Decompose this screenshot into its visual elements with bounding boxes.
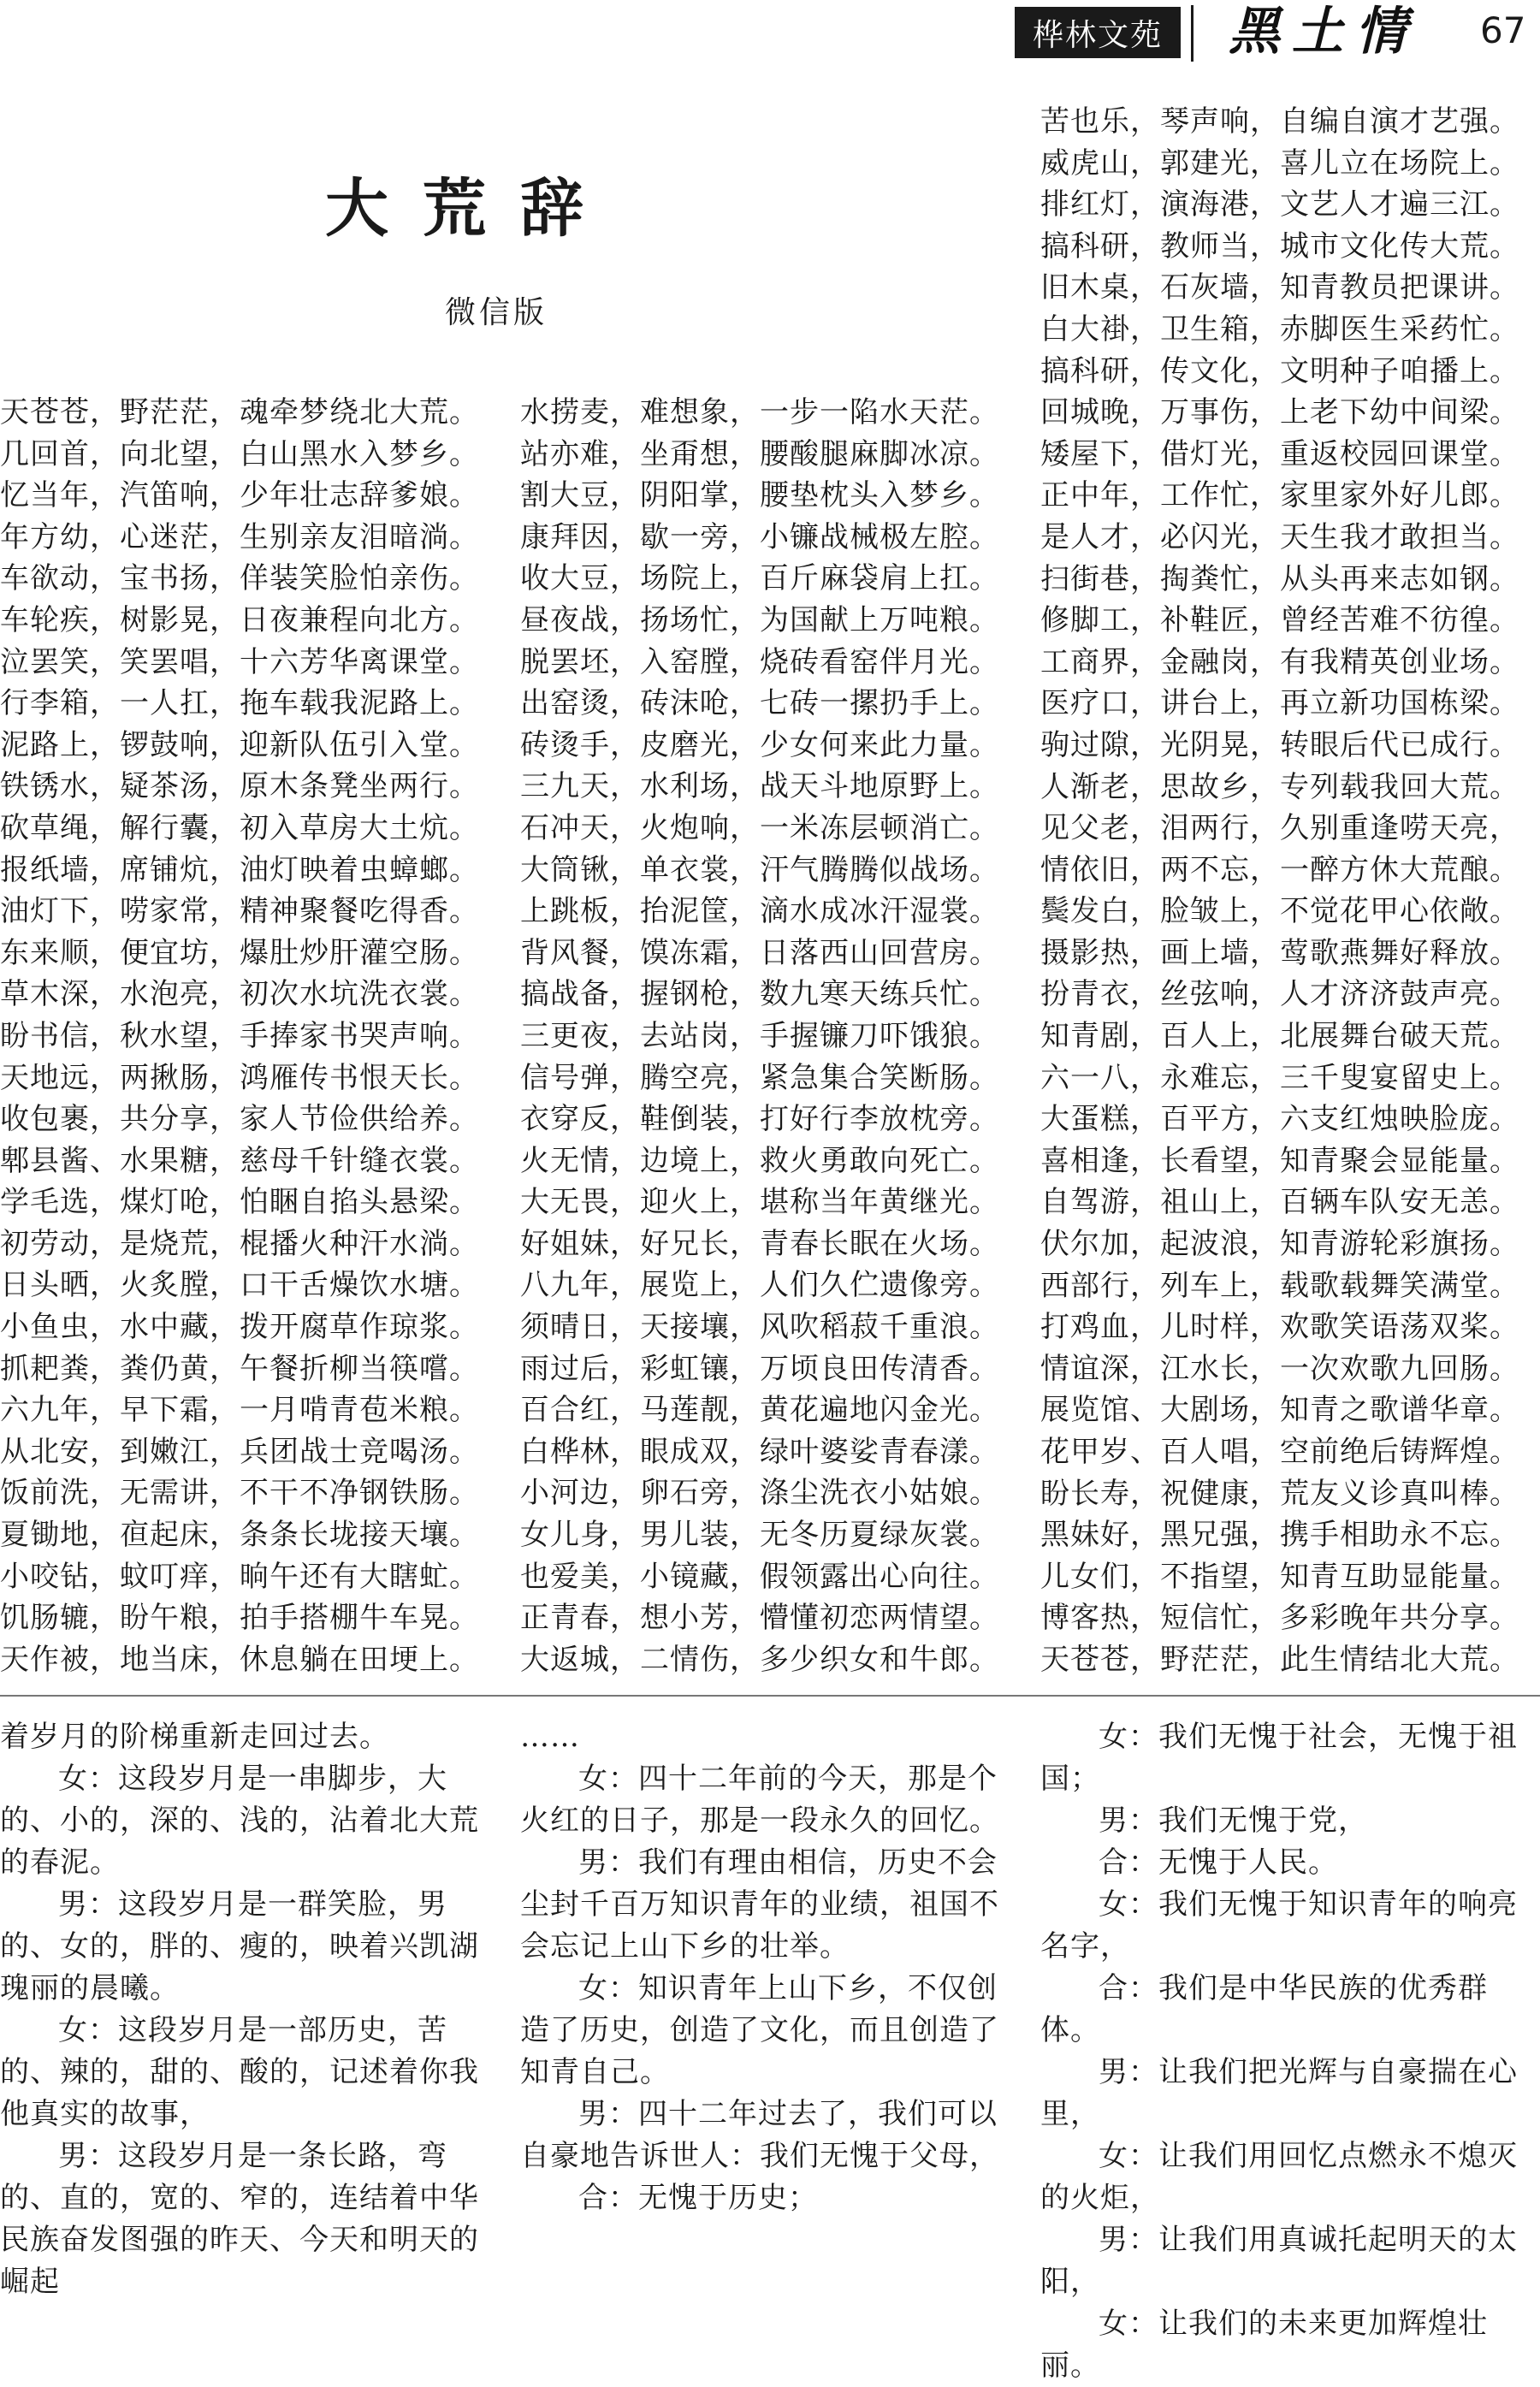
poem-column-2 xyxy=(520,392,1025,1680)
poem-line: 日头晒，火炙膛，口干舌燥饮水塘。 xyxy=(0,1268,479,1303)
poem-line: 矮屋下，借灯光，重返校园回课堂。 xyxy=(1040,436,1519,471)
poem-line: 昼夜战，扬场忙，为国献上万吨粮。 xyxy=(520,602,999,637)
poem-line: 须晴日，天接壤，风吹稻菽千重浪。 xyxy=(520,1310,999,1345)
poem-line: 石冲天，火炮响，一米冻层顿消亡。 xyxy=(520,810,999,845)
poem-line: 出窑烫，砖沫呛，七砖一摞扔手上。 xyxy=(520,686,999,721)
section-label: 桦林文苑 xyxy=(1032,17,1163,53)
prose-paragraph: 女：这段岁月是一部历史，苦的、辣的，甜的、酸的，记述着你我他真实的故事， xyxy=(0,2013,479,2131)
poem-line: 摄影热，画上墙，莺歌燕舞好释放。 xyxy=(1040,935,1519,970)
poem-line: 小咬钻，蚊叮痒，晌午还有大瞎虻。 xyxy=(0,1559,479,1594)
poem-line: 西部行，列车上，载歌载舞笑满堂。 xyxy=(1040,1268,1519,1303)
poem-line: 扫街巷，掏粪忙，从头再来志如钢。 xyxy=(1040,561,1519,596)
poem-line: 苦也乐，琴声响，自编自演才艺强。 xyxy=(1040,104,1519,139)
poem-line: 儿女们，不指望，知青互助显能量。 xyxy=(1040,1559,1519,1594)
poem-line: 旧木桌，石灰墙，知青教员把课讲。 xyxy=(1040,270,1519,305)
poem-line: 砍草绳，解行囊，初入草房大土炕。 xyxy=(0,810,479,845)
section-divider xyxy=(0,1695,1540,1697)
poem-line: 人渐老，思故乡，专列载我回大荒。 xyxy=(1040,769,1519,804)
poem-line: 白桦林，眼成双，绿叶婆娑青春漾。 xyxy=(520,1434,999,1469)
poem-line: 草木深，水泡亮，初次水坑洗衣裳。 xyxy=(0,977,479,1012)
poem-line: 大蛋糕，百平方，六支红烛映脸庞。 xyxy=(1040,1102,1519,1137)
poem-line: 年方幼，心迷茫，生别亲友泪暗淌。 xyxy=(0,519,479,554)
prose-paragraph: 女：让我们的未来更加辉煌壮丽。 xyxy=(1040,2307,1488,2383)
poem-line: 搞战备，握钢枪，数九寒天练兵忙。 xyxy=(520,977,999,1012)
prose-paragraph: 男：我们有理由相信，历史不会尘封千百万知识青年的业绩，祖国不会忘记上山下乡的壮举。 xyxy=(520,1845,999,1964)
magazine-logo: 黑土情 xyxy=(1229,2,1419,62)
poem-line: 白大褂，卫生箱，赤脚医生采药忙。 xyxy=(1040,311,1519,346)
prose-paragraph: 女：我们无愧于社会，无愧于祖国； xyxy=(1040,1720,1518,1796)
poem-line: 油灯下，唠家常，精神聚餐吃得香。 xyxy=(0,894,479,929)
poem-line: 修脚工，补鞋匠，曾经苦难不彷徨。 xyxy=(1040,603,1519,638)
poem-line: 小河边，卵石旁，涤尘洗衣小姑娘。 xyxy=(520,1476,999,1511)
poem-line: 回城晚，万事伤，上老下幼中间梁。 xyxy=(1040,395,1519,430)
poem-line: 衣穿反，鞋倒装，打好行李放枕旁。 xyxy=(520,1102,999,1137)
poem-line: 脱罢坯，入窑膛，烧砖看窑伴月光。 xyxy=(520,644,999,679)
poem-line: 车欲动，宝书扬，佯装笑脸怕亲伤。 xyxy=(0,561,479,596)
poem-line: 夏锄地，亱起床，条条长垅接天壤。 xyxy=(0,1518,479,1553)
prose-paragraph: 男：让我们用真诚托起明天的太阳， xyxy=(1040,2223,1518,2299)
poem-line: 排红灯，演海港，文艺人才遍三江。 xyxy=(1040,187,1519,222)
prose-paragraph: 女：四十二年前的今天，那是个火红的日子，那是一段永久的回忆。 xyxy=(520,1762,999,1838)
poem-line: 大筒锹，单衣裳，汗气腾腾似战场。 xyxy=(520,852,999,887)
prose-paragraph: 男：四十二年过去了，我们可以自豪地告诉世人：我们无愧于父母， xyxy=(520,2097,999,2173)
section-badge xyxy=(1015,7,1181,58)
poem-line: 雨过后，彩虹镶，万顷良田传清香。 xyxy=(520,1351,999,1386)
poem-line: 天苍苍，野茫茫，此生情结北大荒。 xyxy=(1040,1642,1519,1677)
prose-paragraph: 男：让我们把光辉与自豪揣在心里， xyxy=(1040,2055,1518,2131)
poem-line: 收包裹，共分享，家人节俭供给养。 xyxy=(0,1102,479,1137)
poem-line: 驹过隙，光阴晃，转眼后代已成行。 xyxy=(1040,727,1519,762)
poem-line: 饭前洗，无需讲，不干不净钢铁肠。 xyxy=(0,1476,479,1511)
poem-line: 自驾游，祖山上，百辆车队安无恙。 xyxy=(1040,1185,1519,1220)
prose-paragraph: 女：这段岁月是一串脚步，大的、小的，深的、浅的，沾着北大荒的春泥。 xyxy=(0,1762,479,1880)
poem-line: 情谊深，江水长，一次欢歌九回肠。 xyxy=(1040,1351,1519,1386)
poem-line: 工商界，金融岗，有我精英创业场。 xyxy=(1040,644,1519,679)
poem-line: 黑妹好，黑兄强，携手相助永不忘。 xyxy=(1040,1518,1519,1553)
prose-paragraph: 男：我们无愧于党， xyxy=(1099,1804,1368,1838)
poem-line: 六九年，早下霜，一月啃青苞米粮。 xyxy=(0,1393,479,1428)
poem-line: 忆当年，汽笛响，少年壮志辞爹娘。 xyxy=(0,478,479,513)
poem-line: 喜相逢，长看望，知青聚会显能量。 xyxy=(1040,1143,1519,1178)
poem-line: 砖烫手，皮磨光，少女何来此力量。 xyxy=(520,727,999,762)
poem-line: 信号弹，腾空亮，紧急集合笑断肠。 xyxy=(520,1060,999,1095)
poem-line: 搞科研，传文化，文明种子咱播上。 xyxy=(1040,353,1519,388)
prose-paragraph: 女：让我们用回忆点燃永不熄灭的火炬， xyxy=(1040,2139,1518,2215)
poem-line: 郫县酱、水果糖，慈母千针缝衣裳。 xyxy=(0,1143,479,1178)
prose-paragraph: 男：这段岁月是一条长路，弯的、直的，宽的、窄的，连结着中华民族奋发图强的昨天、今天和明天的崛起 xyxy=(0,2139,479,2299)
poem-line: 康拜因，歇一旁，小镰战械极左腔。 xyxy=(520,519,999,554)
poem-column-1 xyxy=(0,392,505,1680)
poem-line: 上跳板，抬泥筐，滴水成冰汗湿裳。 xyxy=(520,894,999,929)
prose-paragraph: 男：这段岁月是一群笑脸，男的、女的，胖的、瘦的，映着兴凯湖瑰丽的晨曦。 xyxy=(0,1887,479,2005)
poem-line: 花甲岁、百人唱，空前绝后铸辉煌。 xyxy=(1040,1435,1519,1469)
poem-line: 大返城，二情伤，多少织女和牛郎。 xyxy=(520,1642,999,1677)
prose-paragraph: 合：我们是中华民族的优秀群体。 xyxy=(1040,1971,1488,2047)
poem-line: 正青春，想小芳，懵懂初恋两情望。 xyxy=(520,1601,999,1636)
poem-line: 报纸墙，席铺炕，油灯映着虫蟑螂。 xyxy=(0,852,479,887)
poem-line: 几回首，向北望，白山黑水入梦乡。 xyxy=(0,436,479,471)
prose-paragraph: 合：无愧于历史； xyxy=(578,2181,818,2215)
poem-line: 扮青衣，丝弦响，人才济济鼓声亮。 xyxy=(1040,977,1519,1012)
prose-column-2 xyxy=(520,1716,1008,2219)
poem-line: 收大豆，场院上，百斤麻袋肩上扛。 xyxy=(520,561,999,596)
poem-line: 泣罢笑，笑罢唱，十六芳华离课堂。 xyxy=(0,644,479,679)
poem-line: 盼长寿，祝健康，荒友义诊真叫棒。 xyxy=(1040,1476,1519,1511)
poem-line: 东来顺，便宜坊，爆肚炒肝灌空肠。 xyxy=(0,935,479,970)
prose-paragraph: 女：知识青年上山下乡，不仅创造了历史，创造了文化，而且创造了知青自己。 xyxy=(520,1971,999,2089)
poem-line: 小鱼虫，水中藏，拨开腐草作琼浆。 xyxy=(0,1310,479,1345)
prose-paragraph: 合：无愧于人民。 xyxy=(1099,1845,1338,1880)
poem-line: 是人才，必闪光，天生我才敢担当。 xyxy=(1040,519,1519,554)
poem-line: 初劳动，是烧荒，棍播火种汗水淌。 xyxy=(0,1226,479,1261)
poem-line: 三九天，水利场，战天斗地原野上。 xyxy=(520,769,999,804)
poem-line: 行李箱，一人扛，拖车载我泥路上。 xyxy=(0,686,479,721)
poem-line: 伏尔加，起波浪，知青游轮彩旗扬。 xyxy=(1040,1227,1519,1262)
poem-line: 车轮疾，树影晃，日夜兼程向北方。 xyxy=(0,602,479,637)
poem-line: 也爱美，小镜藏，假领露出心向往。 xyxy=(520,1559,999,1594)
poem-line: 割大豆，阴阳掌，腰垫枕头入梦乡。 xyxy=(520,478,999,513)
page-number: 67 xyxy=(1480,9,1526,51)
poem-line: 天地远，两揪肠，鸿雁传书恨天长。 xyxy=(0,1060,479,1095)
poem-line: 学毛选，煤灯呛，怕睏自掐头悬梁。 xyxy=(0,1185,479,1220)
poem-line: 大无畏，迎火上，堪称当年黄继光。 xyxy=(520,1185,999,1220)
poem-line: 天作被，地当床，休息躺在田埂上。 xyxy=(0,1642,479,1677)
poem-line: 铁锈水，疑茶汤，原木条凳坐两行。 xyxy=(0,769,479,804)
poem-line: 博客热，短信忙，多彩晚年共分享。 xyxy=(1040,1601,1519,1636)
poem-line: 正中年，工作忙，家里家外好儿郎。 xyxy=(1040,478,1519,513)
poem-line: 从北安，到嫩江，兵团战士竞喝汤。 xyxy=(0,1434,479,1469)
prose-paragraph: 女：我们无愧于知识青年的响亮名字， xyxy=(1040,1887,1518,1964)
poem-line: 六一八，永难忘，三千叟宴留史上。 xyxy=(1040,1060,1519,1095)
poem-line: 三更夜，去站岗，手握镰刀吓饿狼。 xyxy=(520,1018,999,1053)
poem-line: 天苍苍，野茫茫，魂牵梦绕北大荒。 xyxy=(0,395,479,429)
poem-line: 搞科研，教师当，城市文化传大荒。 xyxy=(1040,228,1519,264)
poem-line: 知青剧，百人上，北展舞台破天荒。 xyxy=(1040,1019,1519,1054)
poem-line: 抓耙粪，粪仍黄，午餐折柳当筷嚐。 xyxy=(0,1351,479,1386)
poem-line: 见父老，泪两行，久别重逢唠天亮， xyxy=(1040,811,1519,846)
poem-line: 百合红，马莲靓，黄花遍地闪金光。 xyxy=(520,1393,999,1428)
poem-line: 背风餐，馍冻霜，日落西山回营房。 xyxy=(520,935,999,970)
poem-line: 好姐妹，好兄长，青春长眠在火场。 xyxy=(520,1226,999,1261)
poem-line: 饥肠辘，盼午粮，拍手搭棚牛车晃。 xyxy=(0,1601,479,1636)
poem-subtitle: 微信版 xyxy=(445,295,548,330)
poem-line: 展览馆、大剧场，知青之歌谱华章。 xyxy=(1040,1393,1519,1428)
prose-column-1 xyxy=(0,1716,488,2303)
poem-line: 女儿身，男儿装，无冬历夏绿灰裳。 xyxy=(520,1518,999,1553)
prose-paragraph: 着岁月的阶梯重新走回过去。 xyxy=(0,1720,389,1754)
poem-line: 火无情，边境上，救火勇敢向死亡。 xyxy=(520,1143,999,1178)
poem-column-3 xyxy=(1040,101,1540,1681)
poem-line: 威虎山，郭建光，喜儿立在场院上。 xyxy=(1040,145,1519,181)
poem-line: 盼书信，秋水望，手捧家书哭声响。 xyxy=(0,1018,479,1053)
prose-paragraph: …… xyxy=(520,1720,580,1754)
header-divider xyxy=(1191,5,1194,62)
poem-line: 打鸡血，儿时样，欢歌笑语荡双桨。 xyxy=(1040,1310,1519,1345)
prose-column-3 xyxy=(1040,1716,1528,2387)
poem-line: 医疗口，讲台上，再立新功国栋梁。 xyxy=(1040,686,1519,721)
poem-line: 情依旧，两不忘，一醉方休大荒酿。 xyxy=(1040,852,1519,887)
poem-line: 鬓发白，脸皱上，不觉花甲心依敞。 xyxy=(1040,894,1519,929)
poem-line: 八九年，展览上，人们久伫遗像旁。 xyxy=(520,1268,999,1303)
poem-title: 大荒辞 xyxy=(325,172,618,246)
poem-line: 水捞麦，难想象，一步一陷水天茫。 xyxy=(520,395,999,429)
poem-line: 站亦难，坐甭想，腰酸腿麻脚冰凉。 xyxy=(520,436,999,471)
poem-line: 泥路上，锣鼓响，迎新队伍引入堂。 xyxy=(0,727,479,762)
